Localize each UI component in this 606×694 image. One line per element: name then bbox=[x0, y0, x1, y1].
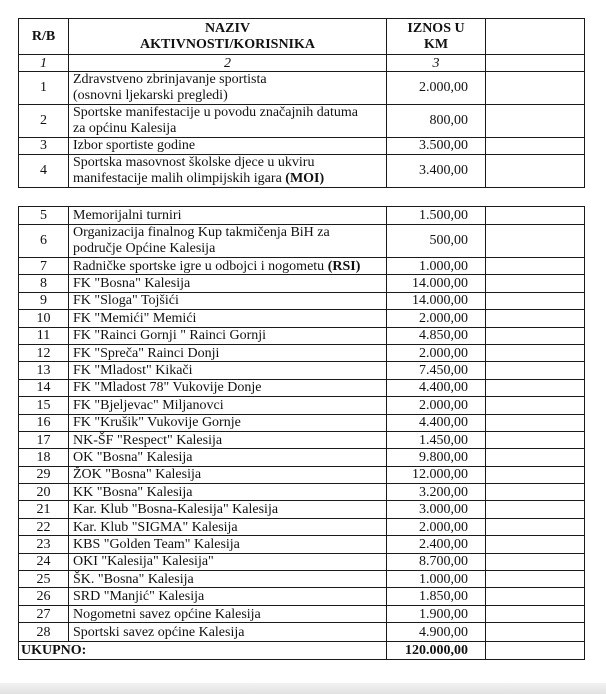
naziv-line bbox=[73, 171, 382, 187]
table-row bbox=[19, 155, 585, 188]
table-row bbox=[19, 536, 585, 553]
table-row bbox=[19, 501, 585, 518]
row-number: 28 bbox=[19, 623, 69, 642]
row-number: 9 bbox=[19, 292, 69, 309]
row-naziv: OK "Bosna" Kalesija bbox=[69, 449, 387, 466]
table-row bbox=[19, 292, 585, 309]
row-iznos: 4.850,00 bbox=[387, 327, 486, 344]
row-iznos: 2.400,00 bbox=[387, 536, 486, 553]
row-extra bbox=[486, 310, 585, 327]
table-row bbox=[19, 588, 585, 605]
column-number bbox=[486, 55, 585, 72]
header-naziv-line2: AKTIVNOSTI/KORISNIKA bbox=[139, 36, 316, 52]
row-naziv: Nogometni savez općine Kalesija bbox=[69, 605, 387, 622]
header-iznos-line1: IZNOS U bbox=[407, 20, 465, 36]
table-row bbox=[19, 138, 585, 155]
row-iznos: 12.000,00 bbox=[387, 466, 486, 483]
row-naziv: Kar. Klub "Bosna-Kalesija" Kalesija bbox=[69, 501, 387, 518]
row-number: 22 bbox=[19, 518, 69, 535]
row-naziv: Kar. Klub "SIGMA" Kalesija bbox=[69, 518, 387, 535]
table-row bbox=[19, 623, 585, 642]
row-naziv: NK-ŠF "Respect" Kalesija bbox=[69, 431, 387, 448]
column-number-row bbox=[19, 55, 585, 72]
row-extra bbox=[486, 344, 585, 361]
row-extra bbox=[486, 138, 585, 155]
row-number: 23 bbox=[19, 536, 69, 553]
row-extra bbox=[486, 327, 585, 344]
row-iznos: 1.850,00 bbox=[387, 588, 486, 605]
row-naziv: FK "Bosna" Kalesija bbox=[69, 275, 387, 292]
header-rb: R/B bbox=[19, 19, 69, 55]
row-extra bbox=[486, 225, 585, 258]
row-iznos: 800,00 bbox=[387, 105, 486, 138]
row-naziv: FK "Krušik" Vukovije Gornje bbox=[69, 414, 387, 431]
naziv-line: područje Općine Kalesija bbox=[73, 241, 216, 256]
table-row bbox=[19, 275, 585, 292]
row-extra bbox=[486, 588, 585, 605]
table-row bbox=[19, 225, 585, 258]
row-number: 24 bbox=[19, 553, 69, 570]
naziv-abbrev: (MOI) bbox=[285, 171, 325, 186]
row-extra bbox=[486, 431, 585, 448]
row-extra bbox=[486, 501, 585, 518]
naziv-line: Sportska masovnost školske djece u ukviru bbox=[73, 155, 315, 170]
naziv-abbrev: (RSI) bbox=[327, 258, 361, 274]
table-row bbox=[19, 344, 585, 361]
table-row bbox=[19, 379, 585, 396]
row-naziv: FK "Bjeljevac" Miljanovci bbox=[69, 397, 387, 414]
row-iznos: 1.000,00 bbox=[387, 571, 486, 588]
row-iznos: 4.400,00 bbox=[387, 379, 486, 396]
row-extra bbox=[486, 207, 585, 225]
row-extra bbox=[486, 362, 585, 379]
row-iznos: 3.400,00 bbox=[387, 155, 486, 188]
row-extra bbox=[486, 518, 585, 535]
table-row bbox=[19, 397, 585, 414]
row-extra bbox=[486, 72, 585, 105]
row-number: 27 bbox=[19, 605, 69, 622]
row-extra bbox=[486, 379, 585, 396]
row-iznos: 3.000,00 bbox=[387, 501, 486, 518]
column-number: 1 bbox=[19, 55, 69, 72]
budget-table-part1 bbox=[18, 18, 585, 188]
row-iznos: 9.800,00 bbox=[387, 449, 486, 466]
row-extra bbox=[486, 414, 585, 431]
row-iznos: 500,00 bbox=[387, 225, 486, 258]
table-row bbox=[19, 310, 585, 327]
table-row bbox=[19, 431, 585, 448]
row-extra bbox=[486, 623, 585, 642]
row-extra bbox=[486, 484, 585, 501]
row-extra bbox=[486, 292, 585, 309]
table-row bbox=[19, 605, 585, 622]
row-number: 20 bbox=[19, 484, 69, 501]
naziv-line: (osnovni ljekarski pregledi) bbox=[73, 88, 228, 103]
row-extra bbox=[486, 571, 585, 588]
header-naziv-line1: NAZIV bbox=[204, 20, 251, 36]
row-number: 10 bbox=[19, 310, 69, 327]
row-extra bbox=[486, 642, 585, 660]
row-extra bbox=[486, 275, 585, 292]
row-extra bbox=[486, 258, 585, 275]
row-number: 3 bbox=[19, 138, 69, 155]
row-extra bbox=[486, 105, 585, 138]
row-iznos: 14.000,00 bbox=[387, 292, 486, 309]
row-iznos: 7.450,00 bbox=[387, 362, 486, 379]
row-number: 14 bbox=[19, 379, 69, 396]
row-extra bbox=[486, 397, 585, 414]
row-number: 25 bbox=[19, 571, 69, 588]
table-row bbox=[19, 105, 585, 138]
row-naziv: SRD "Manjić" Kalesija bbox=[69, 588, 387, 605]
row-naziv bbox=[69, 258, 387, 275]
naziv-line: Zdravstveno zbrinjavanje sportista bbox=[73, 72, 267, 87]
row-number: 6 bbox=[19, 225, 69, 258]
row-number: 17 bbox=[19, 431, 69, 448]
row-number: 13 bbox=[19, 362, 69, 379]
row-naziv: FK "Sloga" Tojšići bbox=[69, 292, 387, 309]
row-extra bbox=[486, 466, 585, 483]
naziv-line: Organizacija finalnog Kup takmičenja BiH za bbox=[73, 225, 330, 240]
page-bottom-edge bbox=[0, 683, 606, 694]
column-number: 3 bbox=[387, 55, 486, 72]
row-number: 15 bbox=[19, 397, 69, 414]
row-extra bbox=[486, 605, 585, 622]
row-iznos: 2.000,00 bbox=[387, 397, 486, 414]
row-number: 1 bbox=[19, 72, 69, 105]
row-number: 12 bbox=[19, 344, 69, 361]
row-naziv: ŠK. "Bosna" Kalesija bbox=[69, 571, 387, 588]
row-naziv: OKI "Kalesija" Kalesija" bbox=[69, 553, 387, 570]
row-extra bbox=[486, 553, 585, 570]
row-number: 5 bbox=[19, 207, 69, 225]
row-iznos: 2.000,00 bbox=[387, 310, 486, 327]
table-row bbox=[19, 466, 585, 483]
row-extra bbox=[486, 536, 585, 553]
budget-table-part2 bbox=[18, 206, 585, 660]
row-naziv: Memorijalni turniri bbox=[69, 207, 387, 225]
row-number: 2 bbox=[19, 105, 69, 138]
row-number: 4 bbox=[19, 155, 69, 188]
row-extra bbox=[486, 449, 585, 466]
column-number: 2 bbox=[69, 55, 387, 72]
table-row bbox=[19, 258, 585, 275]
table-row bbox=[19, 484, 585, 501]
row-number: 7 bbox=[19, 258, 69, 275]
row-number: 26 bbox=[19, 588, 69, 605]
row-naziv bbox=[69, 72, 387, 105]
row-iznos: 4.900,00 bbox=[387, 623, 486, 642]
row-naziv: FK "Memići" Memići bbox=[69, 310, 387, 327]
row-extra bbox=[486, 155, 585, 188]
naziv-line: za općinu Kalesija bbox=[73, 121, 177, 136]
row-iznos: 8.700,00 bbox=[387, 553, 486, 570]
header-iznos bbox=[387, 19, 486, 55]
table-row bbox=[19, 571, 585, 588]
row-iznos: 1.450,00 bbox=[387, 431, 486, 448]
row-naziv bbox=[69, 225, 387, 258]
row-iznos: 1.500,00 bbox=[387, 207, 486, 225]
table-body bbox=[19, 207, 585, 660]
table-row bbox=[19, 72, 585, 105]
row-number: 21 bbox=[19, 501, 69, 518]
row-naziv: ŽOK "Bosna" Kalesija bbox=[69, 466, 387, 483]
row-iznos: 3.200,00 bbox=[387, 484, 486, 501]
row-number: 29 bbox=[19, 466, 69, 483]
row-iznos: 14.000,00 bbox=[387, 275, 486, 292]
row-naziv: FK "Spreča" Rainci Donji bbox=[69, 344, 387, 361]
table-row bbox=[19, 449, 585, 466]
table-row bbox=[19, 518, 585, 535]
row-number: 11 bbox=[19, 327, 69, 344]
row-naziv bbox=[69, 105, 387, 138]
row-number: 18 bbox=[19, 449, 69, 466]
table-row bbox=[19, 553, 585, 570]
table-row bbox=[19, 414, 585, 431]
row-iznos: 1.900,00 bbox=[387, 605, 486, 622]
row-naziv bbox=[69, 155, 387, 188]
total-row bbox=[19, 642, 585, 660]
row-naziv: Sportski savez općine Kalesija bbox=[69, 623, 387, 642]
header-extra bbox=[486, 19, 585, 55]
row-iznos: 4.400,00 bbox=[387, 414, 486, 431]
row-iznos: 2.000,00 bbox=[387, 72, 486, 105]
row-naziv: KBS "Golden Team" Kalesija bbox=[69, 536, 387, 553]
row-iznos: 2.000,00 bbox=[387, 518, 486, 535]
row-iznos: 3.500,00 bbox=[387, 138, 486, 155]
naziv-text: Radničke sportske igre u odbojci i nogometu bbox=[73, 258, 328, 274]
total-amount: 120.000,00 bbox=[387, 642, 486, 660]
row-naziv: FK "Rainci Gornji " Rainci Gornji bbox=[69, 327, 387, 344]
total-label: UKUPNO: bbox=[19, 642, 387, 660]
row-iznos: 2.000,00 bbox=[387, 344, 486, 361]
row-iznos: 1.000,00 bbox=[387, 258, 486, 275]
table-row bbox=[19, 327, 585, 344]
row-naziv: Izbor sportiste godine bbox=[69, 138, 387, 155]
header-row bbox=[19, 19, 585, 55]
table-row bbox=[19, 207, 585, 225]
naziv-text: manifestacije malih olimpijskih igara bbox=[73, 171, 286, 186]
table-row bbox=[19, 362, 585, 379]
row-number: 16 bbox=[19, 414, 69, 431]
row-number: 8 bbox=[19, 275, 69, 292]
row-naziv: FK "Mladost 78" Vukovije Donje bbox=[69, 379, 387, 396]
row-naziv: FK "Mladost" Kikači bbox=[69, 362, 387, 379]
naziv-line: Sportske manifestacije u povodu značajnih datuma bbox=[73, 105, 358, 120]
header-naziv bbox=[69, 19, 387, 55]
header-iznos-line2: KM bbox=[423, 36, 449, 52]
row-naziv: KK "Bosna" Kalesija bbox=[69, 484, 387, 501]
